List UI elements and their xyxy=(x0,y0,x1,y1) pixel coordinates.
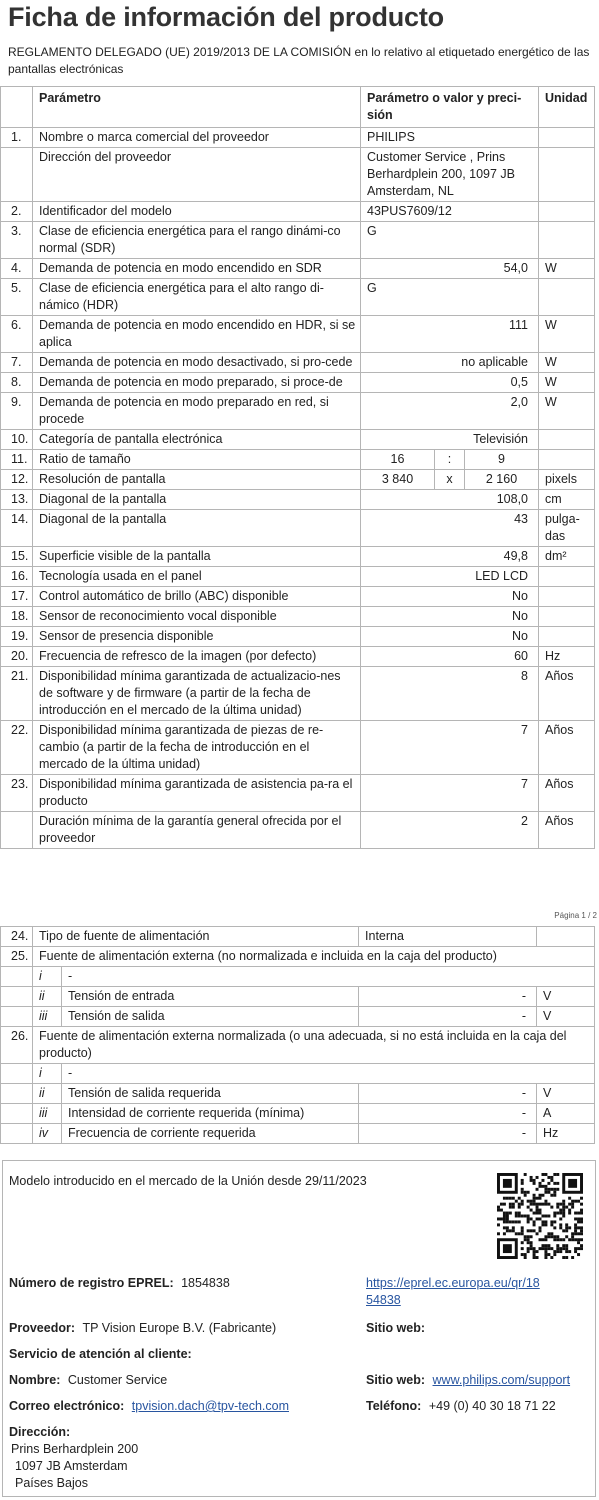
row-number: 4. xyxy=(1,259,33,279)
subrow-parameter: Tensión de salida requerida xyxy=(62,1084,359,1104)
header-unit: Unidad xyxy=(539,87,595,128)
row-number: 14. xyxy=(1,510,33,547)
row-unit xyxy=(539,450,595,470)
subrow-value: - xyxy=(359,987,537,1007)
subrow-value: - xyxy=(359,1007,537,1027)
row-parameter: Frecuencia de refresco de la imagen (por defecto) xyxy=(33,647,361,667)
row-number: 1. xyxy=(1,128,33,148)
eprel-label: Número de registro EPREL: xyxy=(9,1276,174,1290)
row-parameter: Dirección del proveedor xyxy=(33,148,361,202)
row-value: No xyxy=(361,627,539,647)
table-subrow xyxy=(1,1104,595,1124)
address-line-2: 1097 JB Amsterdam xyxy=(15,1459,128,1473)
row-number xyxy=(1,1007,33,1027)
row-number: 16. xyxy=(1,567,33,587)
table-row xyxy=(1,373,595,393)
power-supply-table xyxy=(0,926,595,1144)
row-number xyxy=(1,1064,33,1084)
subrow-parameter: Frecuencia de corriente requerida xyxy=(62,1124,359,1144)
subrow-unit: A xyxy=(537,1104,595,1124)
row-unit xyxy=(539,222,595,259)
row-number: 19. xyxy=(1,627,33,647)
supplier-info-box xyxy=(2,1160,596,1497)
row-number: 11. xyxy=(1,450,33,470)
address-label: Dirección: xyxy=(9,1425,71,1439)
row-value-2: 9 xyxy=(465,450,539,470)
row-unit: dm² xyxy=(539,547,595,567)
row-number xyxy=(1,812,33,849)
row-parameter: Fuente de alimentación externa (no normalizada e incluida en la caja del producto) xyxy=(33,947,595,967)
row-parameter: Sensor de presencia disponible xyxy=(33,627,361,647)
subrow-index: iv xyxy=(33,1124,62,1144)
row-number: 23. xyxy=(1,775,33,812)
row-parameter: Categoría de pantalla electrónica xyxy=(33,430,361,450)
row-value: No xyxy=(361,587,539,607)
row-value: 2 xyxy=(361,812,539,849)
table-row xyxy=(1,927,595,947)
row-number: 8. xyxy=(1,373,33,393)
row-unit xyxy=(539,128,595,148)
table-row xyxy=(1,775,595,812)
row-unit: W xyxy=(539,393,595,430)
row-unit xyxy=(539,587,595,607)
subrow-value: - xyxy=(359,1104,537,1124)
row-parameter: Disponibilidad mínima garantizada de piezas de re-cambio (a partir de la fecha de introducción en el mercado de la última unidad) xyxy=(33,721,361,775)
subrow-index: iii xyxy=(33,1104,62,1124)
row-value: 7 xyxy=(361,775,539,812)
table-row xyxy=(1,128,595,148)
row-unit xyxy=(539,627,595,647)
table-row xyxy=(1,587,595,607)
row-value-1: 16 xyxy=(361,450,435,470)
row-number xyxy=(1,987,33,1007)
phone-value: +49 (0) 40 30 18 71 22 xyxy=(428,1399,556,1413)
row-parameter: Demanda de potencia en modo encendido en SDR xyxy=(33,259,361,279)
row-value: no aplicable xyxy=(361,353,539,373)
row-parameter: Demanda de potencia en modo preparado en red, si procede xyxy=(33,393,361,430)
row-number: 24. xyxy=(1,927,33,947)
row-parameter: Disponibilidad mínima garantizada de asistencia pa-ra el producto xyxy=(33,775,361,812)
page-title: Ficha de información del producto xyxy=(8,2,444,32)
row-parameter: Superficie visible de la pantalla xyxy=(33,547,361,567)
row-parameter: Sensor de reconocimiento vocal disponible xyxy=(33,607,361,627)
subrow-index: i xyxy=(33,967,62,987)
row-unit: Años xyxy=(539,812,595,849)
table-subrow xyxy=(1,967,595,987)
row-value: Customer Service , Prins Berhardplein 200, 1097 JB Amsterdam, NL xyxy=(361,148,539,202)
row-number: 22. xyxy=(1,721,33,775)
email-link[interactable]: tpvision.dach@tpv-tech.com xyxy=(131,1399,289,1413)
table-row xyxy=(1,567,595,587)
row-value: 0,5 xyxy=(361,373,539,393)
table-row xyxy=(1,450,595,470)
table-row xyxy=(1,947,595,967)
row-unit: W xyxy=(539,373,595,393)
subrow-parameter: - xyxy=(62,1064,595,1084)
row-unit: Años xyxy=(539,721,595,775)
row-unit: W xyxy=(539,353,595,373)
subrow-index: ii xyxy=(33,987,62,1007)
regulation-text: REGLAMENTO DELEGADO (UE) 2019/2013 DE LA COMISIÓN en lo relativo al etiquetado energético de las pantallas electrónicas xyxy=(8,45,590,76)
subrow-parameter: Intensidad de corriente requerida (mínima) xyxy=(62,1104,359,1124)
website-label: Sitio web: xyxy=(366,1321,426,1335)
row-number: 17. xyxy=(1,587,33,607)
row-value: 2,0 xyxy=(361,393,539,430)
row-value: 60 xyxy=(361,647,539,667)
customer-service-label: Servicio de atención al cliente: xyxy=(9,1347,192,1361)
row-unit: W xyxy=(539,259,595,279)
market-date: Modelo introducido en el mercado de la Unión desde 29/11/2023 xyxy=(9,1174,367,1188)
subrow-parameter: Tensión de entrada xyxy=(62,987,359,1007)
row-parameter: Ratio de tamaño xyxy=(33,450,361,470)
row-unit: Años xyxy=(539,667,595,721)
table-row xyxy=(1,279,595,316)
table-row xyxy=(1,202,595,222)
support-website-link[interactable]: www.philips.com/support xyxy=(432,1373,571,1387)
table-row xyxy=(1,607,595,627)
table-subrow xyxy=(1,987,595,1007)
table-row xyxy=(1,470,595,490)
row-number: 13. xyxy=(1,490,33,510)
subrow-parameter: Tensión de salida xyxy=(62,1007,359,1027)
eprel-number: 1854838 xyxy=(181,1276,230,1290)
row-unit: W xyxy=(539,316,595,353)
row-number: 10. xyxy=(1,430,33,450)
eprel-link[interactable]: https://eprel.ec.europa.eu/qr/18 xyxy=(366,1276,540,1290)
row-parameter: Disponibilidad mínima garantizada de actualizacio-nes de software y de firmware (a partir de la fecha de introducción en el mercado de la última unidad) xyxy=(33,667,361,721)
page-number: Página 1 / 2 xyxy=(554,911,597,920)
row-unit xyxy=(539,148,595,202)
row-unit xyxy=(539,279,595,316)
row-unit xyxy=(539,567,595,587)
address-line-1: Prins Berhardplein 200 xyxy=(11,1442,139,1456)
row-unit xyxy=(539,430,595,450)
table-row xyxy=(1,353,595,373)
table-row xyxy=(1,316,595,353)
row-unit xyxy=(539,607,595,627)
row-number: 26. xyxy=(1,1027,33,1064)
table-row xyxy=(1,510,595,547)
row-parameter: Tecnología usada en el panel xyxy=(33,567,361,587)
table-row xyxy=(1,647,595,667)
table-row xyxy=(1,667,595,721)
row-number: 6. xyxy=(1,316,33,353)
row-value-2: 2 160 xyxy=(465,470,539,490)
supplier-label: Proveedor: xyxy=(9,1321,75,1335)
row-value: 108,0 xyxy=(361,490,539,510)
row-parameter: Demanda de potencia en modo desactivado, si pro-cede xyxy=(33,353,361,373)
table-row xyxy=(1,222,595,259)
row-unit xyxy=(537,927,595,947)
header-parameter: Parámetro xyxy=(33,87,361,128)
subrow-unit: Hz xyxy=(537,1124,595,1144)
row-value: G xyxy=(361,279,539,316)
row-parameter: Control automático de brillo (ABC) disponible xyxy=(33,587,361,607)
name-value: Customer Service xyxy=(67,1373,168,1387)
row-unit: pixels xyxy=(539,470,595,490)
row-value: 7 xyxy=(361,721,539,775)
row-parameter: Demanda de potencia en modo preparado, si proce-de xyxy=(33,373,361,393)
row-parameter: Diagonal de la pantalla xyxy=(33,490,361,510)
subrow-unit: V xyxy=(537,1084,595,1104)
row-number xyxy=(1,1124,33,1144)
table-header-row xyxy=(1,87,595,128)
subrow-index: ii xyxy=(33,1084,62,1104)
address-line-3: Países Bajos xyxy=(15,1476,88,1490)
row-unit: cm xyxy=(539,490,595,510)
table-subrow xyxy=(1,1124,595,1144)
row-unit: pulga-das xyxy=(539,510,595,547)
row-value: 43 xyxy=(361,510,539,547)
row-number xyxy=(1,967,33,987)
table-row xyxy=(1,1027,595,1064)
subrow-value: - xyxy=(359,1084,537,1104)
phone-label: Teléfono: xyxy=(366,1399,422,1413)
row-unit: Hz xyxy=(539,647,595,667)
row-number: 5. xyxy=(1,279,33,316)
row-unit xyxy=(539,202,595,222)
row-value: LED LCD xyxy=(361,567,539,587)
row-value-separator: : xyxy=(435,450,465,470)
name-label: Nombre: xyxy=(9,1373,61,1387)
row-value: No xyxy=(361,607,539,627)
row-number xyxy=(1,1084,33,1104)
row-number: 2. xyxy=(1,202,33,222)
header-value: Parámetro o valor y preci-sión xyxy=(361,87,539,128)
subrow-index: iii xyxy=(33,1007,62,1027)
row-number: 18. xyxy=(1,607,33,627)
table-subrow xyxy=(1,1084,595,1104)
row-number: 21. xyxy=(1,667,33,721)
table-row xyxy=(1,547,595,567)
qr-code-icon[interactable] xyxy=(497,1173,583,1259)
row-value: Televisión xyxy=(361,430,539,450)
table-row xyxy=(1,490,595,510)
table-subrow xyxy=(1,1064,595,1084)
row-parameter: Clase de eficiencia energética para el alto rango di-námico (HDR) xyxy=(33,279,361,316)
row-number: 3. xyxy=(1,222,33,259)
row-value: 54,0 xyxy=(361,259,539,279)
eprel-link-continued[interactable]: 54838 xyxy=(366,1293,401,1307)
row-value: 49,8 xyxy=(361,547,539,567)
row-parameter: Resolución de pantalla xyxy=(33,470,361,490)
table-row xyxy=(1,259,595,279)
subrow-index: i xyxy=(33,1064,62,1084)
supplier-value: TP Vision Europe B.V. (Fabricante) xyxy=(82,1321,277,1335)
row-number: 9. xyxy=(1,393,33,430)
parameters-table xyxy=(0,86,595,849)
row-value-1: 3 840 xyxy=(361,470,435,490)
row-value: 8 xyxy=(361,667,539,721)
table-row xyxy=(1,812,595,849)
row-number: 7. xyxy=(1,353,33,373)
subrow-parameter: - xyxy=(62,967,595,987)
row-number xyxy=(1,1104,33,1124)
row-value: 111 xyxy=(361,316,539,353)
row-value: Interna xyxy=(359,927,537,947)
row-parameter: Diagonal de la pantalla xyxy=(33,510,361,547)
row-parameter: Clase de eficiencia energética para el rango dinámi-co normal (SDR) xyxy=(33,222,361,259)
table-row xyxy=(1,721,595,775)
row-parameter: Duración mínima de la garantía general ofrecida por el proveedor xyxy=(33,812,361,849)
row-unit: Años xyxy=(539,775,595,812)
email-label: Correo electrónico: xyxy=(9,1399,125,1413)
row-value: PHILIPS xyxy=(361,128,539,148)
subrow-unit: V xyxy=(537,1007,595,1027)
subrow-value: - xyxy=(359,1124,537,1144)
support-website-label: Sitio web: xyxy=(366,1373,426,1387)
row-parameter: Nombre o marca comercial del proveedor xyxy=(33,128,361,148)
row-parameter: Identificador del modelo xyxy=(33,202,361,222)
row-parameter: Tipo de fuente de alimentación xyxy=(33,927,359,947)
table-row xyxy=(1,393,595,430)
row-number: 12. xyxy=(1,470,33,490)
table-subrow xyxy=(1,1007,595,1027)
row-number: 15. xyxy=(1,547,33,567)
row-value: G xyxy=(361,222,539,259)
table-row xyxy=(1,627,595,647)
row-value: 43PUS7609/12 xyxy=(361,202,539,222)
subrow-unit: V xyxy=(537,987,595,1007)
row-number: 20. xyxy=(1,647,33,667)
table-row xyxy=(1,148,595,202)
row-parameter: Fuente de alimentación externa normalizada (o una adecuada, si no está incluida en la caja del producto) xyxy=(33,1027,595,1064)
row-parameter: Demanda de potencia en modo encendido en HDR, si se aplica xyxy=(33,316,361,353)
row-value-separator: x xyxy=(435,470,465,490)
row-number xyxy=(1,148,33,202)
table-row xyxy=(1,430,595,450)
row-number: 25. xyxy=(1,947,33,967)
